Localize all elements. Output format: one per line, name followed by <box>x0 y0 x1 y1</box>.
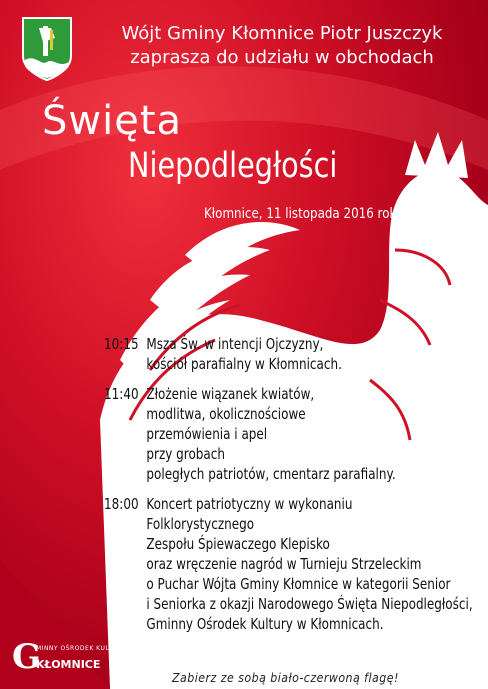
schedule-time: 11:40 <box>104 385 139 403</box>
logo-letter: G <box>12 637 42 677</box>
crest-icon <box>21 16 73 82</box>
header-line-1: Wójt Gminy Kłomnice Piotr Juszczyk <box>121 23 443 44</box>
schedule-text: poległych patriotów, cmentarz parafialny. <box>146 465 396 483</box>
schedule-text: kościół parafialny w Kłomnicach. <box>146 355 342 373</box>
schedule-text: Złożenie wiązanek kwiatów, <box>146 385 315 403</box>
schedule-text: Msza Św. w intencji Ojczyzny, <box>146 335 324 353</box>
schedule-text: o Puchar Wójta Gminy Kłomnice w kategorii Senior <box>146 575 451 593</box>
logo-small-text: MINNY OŚRODEK KULTURY <box>36 645 126 652</box>
invitation-header <box>92 22 472 70</box>
schedule-text: Koncert patriotyczny w wykonaniu <box>146 495 353 513</box>
schedule-text: Zespołu Śpiewaczego Klepisko <box>146 535 330 553</box>
schedule-item <box>104 334 424 374</box>
schedule-text: przy grobach <box>146 445 225 463</box>
slogan: Zabierz ze sobą biało-czerwoną flagę! <box>172 671 399 685</box>
schedule-time: 18:00 <box>104 495 139 513</box>
gok-logo <box>12 636 126 682</box>
schedule-item <box>104 384 424 484</box>
schedule-text: Folklorystycznego <box>146 515 255 533</box>
header-line-2: zaprasza do udziału w obchodach <box>130 47 434 68</box>
title-line-2: Niepodległości <box>128 146 338 186</box>
schedule-text: przemówienia i apel <box>146 425 268 443</box>
schedule-text: modlitwa, okolicznościowe <box>146 405 306 423</box>
schedule <box>104 334 473 644</box>
schedule-text: i Seniorka z okazji Narodowego Święta Niepodległości, <box>146 595 473 613</box>
event-date: Kłomnice, 11 listopada 2016 rok <box>204 206 397 222</box>
logo-name: KŁOMNICE <box>36 658 101 671</box>
municipality-crest <box>21 16 73 82</box>
schedule-text: oraz wręczenie nagród w Turnieju Strzeleckim <box>146 555 422 573</box>
schedule-item <box>104 494 473 634</box>
schedule-time: 10:15 <box>104 335 139 353</box>
title-line-1: Święta <box>42 98 183 144</box>
schedule-text: Gminny Ośrodek Kultury w Kłomnicach. <box>146 615 384 633</box>
